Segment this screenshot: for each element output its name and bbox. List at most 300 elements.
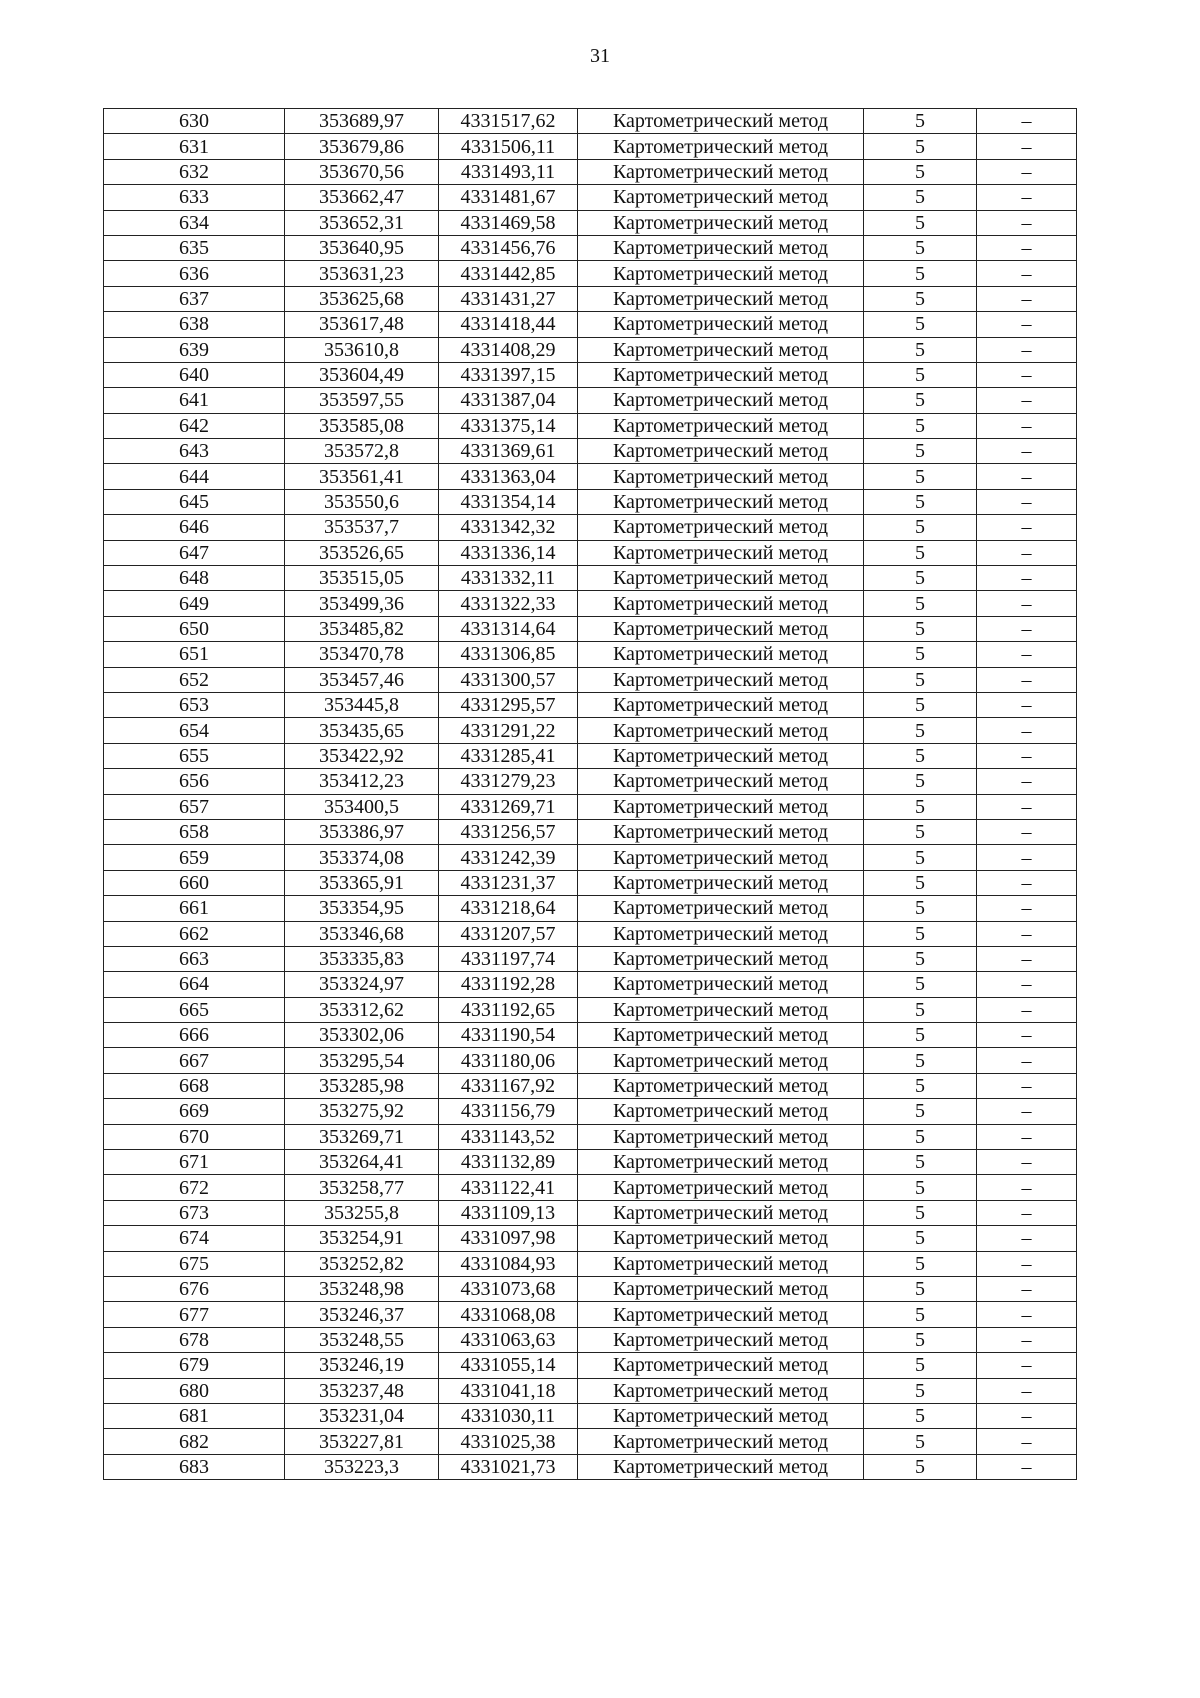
- x-coordinate-cell: 353679,86: [285, 134, 439, 159]
- description-cell: –: [977, 235, 1077, 260]
- y-coordinate-cell: 4331269,71: [439, 794, 578, 819]
- accuracy-cell: 5: [864, 1200, 977, 1225]
- description-cell: –: [977, 566, 1077, 591]
- method-cell: Картометрический метод: [578, 1454, 864, 1479]
- description-cell: –: [977, 921, 1077, 946]
- accuracy-cell: 5: [864, 286, 977, 311]
- table-row: [104, 997, 1077, 1022]
- description-cell: –: [977, 1175, 1077, 1200]
- y-coordinate-cell: 4331481,67: [439, 185, 578, 210]
- y-coordinate-cell: 4331469,58: [439, 210, 578, 235]
- description-cell: –: [977, 718, 1077, 743]
- point-number-cell: 683: [104, 1454, 285, 1479]
- description-cell: –: [977, 1150, 1077, 1175]
- table-row: [104, 591, 1077, 616]
- x-coordinate-cell: 353670,56: [285, 159, 439, 184]
- y-coordinate-cell: 4331256,57: [439, 819, 578, 844]
- description-cell: –: [977, 185, 1077, 210]
- page-number: 31: [590, 45, 610, 67]
- point-number-cell: 664: [104, 972, 285, 997]
- y-coordinate-cell: 4331363,04: [439, 464, 578, 489]
- y-coordinate-cell: 4331295,57: [439, 692, 578, 717]
- table-row: [104, 1150, 1077, 1175]
- accuracy-cell: 5: [864, 1302, 977, 1327]
- method-cell: Картометрический метод: [578, 235, 864, 260]
- x-coordinate-cell: 353561,41: [285, 464, 439, 489]
- accuracy-cell: 5: [864, 642, 977, 667]
- method-cell: Картометрический метод: [578, 489, 864, 514]
- point-number-cell: 642: [104, 413, 285, 438]
- point-number-cell: 667: [104, 1048, 285, 1073]
- accuracy-cell: 5: [864, 312, 977, 337]
- point-number-cell: 661: [104, 896, 285, 921]
- accuracy-cell: 5: [864, 235, 977, 260]
- accuracy-cell: 5: [864, 896, 977, 921]
- point-number-cell: 632: [104, 159, 285, 184]
- method-cell: Картометрический метод: [578, 692, 864, 717]
- x-coordinate-cell: 353631,23: [285, 261, 439, 286]
- description-cell: –: [977, 464, 1077, 489]
- x-coordinate-cell: 353537,7: [285, 515, 439, 540]
- description-cell: –: [977, 616, 1077, 641]
- method-cell: Картометрический метод: [578, 362, 864, 387]
- description-cell: –: [977, 109, 1077, 134]
- table-row: [104, 743, 1077, 768]
- method-cell: Картометрический метод: [578, 1124, 864, 1149]
- y-coordinate-cell: 4331300,57: [439, 667, 578, 692]
- description-cell: –: [977, 743, 1077, 768]
- accuracy-cell: 5: [864, 692, 977, 717]
- x-coordinate-cell: 353246,19: [285, 1353, 439, 1378]
- method-cell: Картометрический метод: [578, 1276, 864, 1301]
- table-row: [104, 515, 1077, 540]
- description-cell: –: [977, 1302, 1077, 1327]
- method-cell: Картометрический метод: [578, 870, 864, 895]
- method-cell: Картометрический метод: [578, 337, 864, 362]
- accuracy-cell: 5: [864, 540, 977, 565]
- method-cell: Картометрический метод: [578, 515, 864, 540]
- point-number-cell: 676: [104, 1276, 285, 1301]
- x-coordinate-cell: 353597,55: [285, 388, 439, 413]
- method-cell: Картометрический метод: [578, 1403, 864, 1428]
- point-number-cell: 662: [104, 921, 285, 946]
- table-row: [104, 1251, 1077, 1276]
- description-cell: –: [977, 134, 1077, 159]
- x-coordinate-cell: 353237,48: [285, 1378, 439, 1403]
- point-number-cell: 635: [104, 235, 285, 260]
- x-coordinate-cell: 353617,48: [285, 312, 439, 337]
- point-number-cell: 634: [104, 210, 285, 235]
- method-cell: Картометрический метод: [578, 642, 864, 667]
- x-coordinate-cell: 353335,83: [285, 946, 439, 971]
- accuracy-cell: 5: [864, 1251, 977, 1276]
- x-coordinate-cell: 353604,49: [285, 362, 439, 387]
- accuracy-cell: 5: [864, 1175, 977, 1200]
- method-cell: Картометрический метод: [578, 1200, 864, 1225]
- description-cell: –: [977, 896, 1077, 921]
- y-coordinate-cell: 4331291,22: [439, 718, 578, 743]
- point-number-cell: 654: [104, 718, 285, 743]
- method-cell: Картометрический метод: [578, 1073, 864, 1098]
- accuracy-cell: 5: [864, 1073, 977, 1098]
- x-coordinate-cell: 353652,31: [285, 210, 439, 235]
- accuracy-cell: 5: [864, 185, 977, 210]
- method-cell: Картометрический метод: [578, 1226, 864, 1251]
- description-cell: –: [977, 388, 1077, 413]
- x-coordinate-cell: 353295,54: [285, 1048, 439, 1073]
- description-cell: –: [977, 1403, 1077, 1428]
- y-coordinate-cell: 4331332,11: [439, 566, 578, 591]
- accuracy-cell: 5: [864, 667, 977, 692]
- table-row: [104, 261, 1077, 286]
- method-cell: Картометрический метод: [578, 896, 864, 921]
- x-coordinate-cell: 353499,36: [285, 591, 439, 616]
- coordinates-table-body: [104, 109, 1077, 1480]
- table-row: [104, 642, 1077, 667]
- table-row: [104, 312, 1077, 337]
- description-cell: –: [977, 1327, 1077, 1352]
- y-coordinate-cell: 4331369,61: [439, 439, 578, 464]
- accuracy-cell: 5: [864, 134, 977, 159]
- point-number-cell: 650: [104, 616, 285, 641]
- method-cell: Картометрический метод: [578, 312, 864, 337]
- y-coordinate-cell: 4331336,14: [439, 540, 578, 565]
- accuracy-cell: 5: [864, 489, 977, 514]
- y-coordinate-cell: 4331197,74: [439, 946, 578, 971]
- table-row: [104, 185, 1077, 210]
- x-coordinate-cell: 353285,98: [285, 1073, 439, 1098]
- accuracy-cell: 5: [864, 743, 977, 768]
- x-coordinate-cell: 353386,97: [285, 819, 439, 844]
- point-number-cell: 638: [104, 312, 285, 337]
- description-cell: –: [977, 337, 1077, 362]
- x-coordinate-cell: 353227,81: [285, 1429, 439, 1454]
- method-cell: Картометрический метод: [578, 769, 864, 794]
- table-row: [104, 972, 1077, 997]
- x-coordinate-cell: 353354,95: [285, 896, 439, 921]
- accuracy-cell: 5: [864, 591, 977, 616]
- accuracy-cell: 5: [864, 362, 977, 387]
- description-cell: –: [977, 870, 1077, 895]
- x-coordinate-cell: 353515,05: [285, 566, 439, 591]
- accuracy-cell: 5: [864, 1378, 977, 1403]
- y-coordinate-cell: 4331143,52: [439, 1124, 578, 1149]
- x-coordinate-cell: 353248,98: [285, 1276, 439, 1301]
- y-coordinate-cell: 4331025,38: [439, 1429, 578, 1454]
- accuracy-cell: 5: [864, 1429, 977, 1454]
- method-cell: Картометрический метод: [578, 1353, 864, 1378]
- table-row: [104, 921, 1077, 946]
- accuracy-cell: 5: [864, 210, 977, 235]
- method-cell: Картометрический метод: [578, 819, 864, 844]
- accuracy-cell: 5: [864, 1353, 977, 1378]
- accuracy-cell: 5: [864, 769, 977, 794]
- table-row: [104, 337, 1077, 362]
- x-coordinate-cell: 353374,08: [285, 845, 439, 870]
- coordinates-table: [103, 108, 1077, 1480]
- method-cell: Картометрический метод: [578, 185, 864, 210]
- point-number-cell: 674: [104, 1226, 285, 1251]
- x-coordinate-cell: 353365,91: [285, 870, 439, 895]
- y-coordinate-cell: 4331055,14: [439, 1353, 578, 1378]
- x-coordinate-cell: 353400,5: [285, 794, 439, 819]
- method-cell: Картометрический метод: [578, 540, 864, 565]
- accuracy-cell: 5: [864, 997, 977, 1022]
- point-number-cell: 637: [104, 286, 285, 311]
- point-number-cell: 648: [104, 566, 285, 591]
- method-cell: Картометрический метод: [578, 261, 864, 286]
- point-number-cell: 631: [104, 134, 285, 159]
- method-cell: Картометрический метод: [578, 159, 864, 184]
- accuracy-cell: 5: [864, 972, 977, 997]
- accuracy-cell: 5: [864, 413, 977, 438]
- method-cell: Картометрический метод: [578, 1150, 864, 1175]
- method-cell: Картометрический метод: [578, 1175, 864, 1200]
- point-number-cell: 675: [104, 1251, 285, 1276]
- description-cell: –: [977, 794, 1077, 819]
- accuracy-cell: 5: [864, 845, 977, 870]
- method-cell: Картометрический метод: [578, 439, 864, 464]
- description-cell: –: [977, 540, 1077, 565]
- description-cell: –: [977, 1048, 1077, 1073]
- accuracy-cell: 5: [864, 819, 977, 844]
- accuracy-cell: 5: [864, 1023, 977, 1048]
- y-coordinate-cell: 4331354,14: [439, 489, 578, 514]
- method-cell: Картометрический метод: [578, 997, 864, 1022]
- table-row: [104, 109, 1077, 134]
- table-row: [104, 1175, 1077, 1200]
- point-number-cell: 643: [104, 439, 285, 464]
- y-coordinate-cell: 4331418,44: [439, 312, 578, 337]
- y-coordinate-cell: 4331314,64: [439, 616, 578, 641]
- y-coordinate-cell: 4331431,27: [439, 286, 578, 311]
- table-row: [104, 616, 1077, 641]
- x-coordinate-cell: 353312,62: [285, 997, 439, 1022]
- table-row: [104, 1048, 1077, 1073]
- x-coordinate-cell: 353457,46: [285, 667, 439, 692]
- x-coordinate-cell: 353302,06: [285, 1023, 439, 1048]
- accuracy-cell: 5: [864, 794, 977, 819]
- description-cell: –: [977, 819, 1077, 844]
- accuracy-cell: 5: [864, 109, 977, 134]
- y-coordinate-cell: 4331132,89: [439, 1150, 578, 1175]
- x-coordinate-cell: 353412,23: [285, 769, 439, 794]
- y-coordinate-cell: 4331122,41: [439, 1175, 578, 1200]
- accuracy-cell: 5: [864, 616, 977, 641]
- table-row: [104, 439, 1077, 464]
- method-cell: Картометрический метод: [578, 972, 864, 997]
- accuracy-cell: 5: [864, 1226, 977, 1251]
- method-cell: Картометрический метод: [578, 1378, 864, 1403]
- x-coordinate-cell: 353470,78: [285, 642, 439, 667]
- method-cell: Картометрический метод: [578, 718, 864, 743]
- table-row: [104, 413, 1077, 438]
- x-coordinate-cell: 353223,3: [285, 1454, 439, 1479]
- x-coordinate-cell: 353269,71: [285, 1124, 439, 1149]
- y-coordinate-cell: 4331397,15: [439, 362, 578, 387]
- point-number-cell: 659: [104, 845, 285, 870]
- table-row: [104, 1226, 1077, 1251]
- point-number-cell: 630: [104, 109, 285, 134]
- method-cell: Картометрический метод: [578, 1429, 864, 1454]
- method-cell: Картометрический метод: [578, 743, 864, 768]
- y-coordinate-cell: 4331387,04: [439, 388, 578, 413]
- method-cell: Картометрический метод: [578, 413, 864, 438]
- accuracy-cell: 5: [864, 1150, 977, 1175]
- x-coordinate-cell: 353610,8: [285, 337, 439, 362]
- description-cell: –: [977, 362, 1077, 387]
- y-coordinate-cell: 4331218,64: [439, 896, 578, 921]
- point-number-cell: 669: [104, 1099, 285, 1124]
- description-cell: –: [977, 1251, 1077, 1276]
- accuracy-cell: 5: [864, 515, 977, 540]
- table-row: [104, 896, 1077, 921]
- table-row: [104, 1099, 1077, 1124]
- x-coordinate-cell: 353252,82: [285, 1251, 439, 1276]
- accuracy-cell: 5: [864, 388, 977, 413]
- table-row: [104, 134, 1077, 159]
- point-number-cell: 646: [104, 515, 285, 540]
- table-row: [104, 1023, 1077, 1048]
- description-cell: –: [977, 1023, 1077, 1048]
- description-cell: –: [977, 1226, 1077, 1251]
- point-number-cell: 655: [104, 743, 285, 768]
- description-cell: –: [977, 286, 1077, 311]
- table-row: [104, 692, 1077, 717]
- point-number-cell: 639: [104, 337, 285, 362]
- method-cell: Картометрический метод: [578, 591, 864, 616]
- description-cell: –: [977, 439, 1077, 464]
- table-row: [104, 946, 1077, 971]
- description-cell: –: [977, 1378, 1077, 1403]
- description-cell: –: [977, 946, 1077, 971]
- y-coordinate-cell: 4331285,41: [439, 743, 578, 768]
- description-cell: –: [977, 769, 1077, 794]
- table-row: [104, 1124, 1077, 1149]
- y-coordinate-cell: 4331306,85: [439, 642, 578, 667]
- point-number-cell: 672: [104, 1175, 285, 1200]
- table-row: [104, 210, 1077, 235]
- method-cell: Картометрический метод: [578, 1048, 864, 1073]
- x-coordinate-cell: 353231,04: [285, 1403, 439, 1428]
- x-coordinate-cell: 353422,92: [285, 743, 439, 768]
- description-cell: –: [977, 692, 1077, 717]
- accuracy-cell: 5: [864, 1099, 977, 1124]
- table-row: [104, 388, 1077, 413]
- description-cell: –: [977, 845, 1077, 870]
- point-number-cell: 671: [104, 1150, 285, 1175]
- table-row: [104, 794, 1077, 819]
- accuracy-cell: 5: [864, 1327, 977, 1352]
- method-cell: Картометрический метод: [578, 667, 864, 692]
- y-coordinate-cell: 4331493,11: [439, 159, 578, 184]
- method-cell: Картометрический метод: [578, 286, 864, 311]
- y-coordinate-cell: 4331242,39: [439, 845, 578, 870]
- method-cell: Картометрический метод: [578, 1327, 864, 1352]
- accuracy-cell: 5: [864, 921, 977, 946]
- method-cell: Картометрический метод: [578, 845, 864, 870]
- point-number-cell: 652: [104, 667, 285, 692]
- description-cell: –: [977, 210, 1077, 235]
- table-row: [104, 1403, 1077, 1428]
- y-coordinate-cell: 4331068,08: [439, 1302, 578, 1327]
- y-coordinate-cell: 4331097,98: [439, 1226, 578, 1251]
- x-coordinate-cell: 353625,68: [285, 286, 439, 311]
- y-coordinate-cell: 4331456,76: [439, 235, 578, 260]
- accuracy-cell: 5: [864, 1124, 977, 1149]
- method-cell: Картометрический метод: [578, 1251, 864, 1276]
- point-number-cell: 681: [104, 1403, 285, 1428]
- x-coordinate-cell: 353248,55: [285, 1327, 439, 1352]
- description-cell: –: [977, 997, 1077, 1022]
- accuracy-cell: 5: [864, 1403, 977, 1428]
- accuracy-cell: 5: [864, 337, 977, 362]
- description-cell: –: [977, 1200, 1077, 1225]
- description-cell: –: [977, 591, 1077, 616]
- x-coordinate-cell: 353255,8: [285, 1200, 439, 1225]
- point-number-cell: 641: [104, 388, 285, 413]
- y-coordinate-cell: 4331408,29: [439, 337, 578, 362]
- accuracy-cell: 5: [864, 1276, 977, 1301]
- y-coordinate-cell: 4331190,54: [439, 1023, 578, 1048]
- method-cell: Картометрический метод: [578, 1099, 864, 1124]
- description-cell: –: [977, 261, 1077, 286]
- point-number-cell: 647: [104, 540, 285, 565]
- y-coordinate-cell: 4331063,63: [439, 1327, 578, 1352]
- accuracy-cell: 5: [864, 464, 977, 489]
- accuracy-cell: 5: [864, 439, 977, 464]
- table-row: [104, 667, 1077, 692]
- table-row: [104, 1429, 1077, 1454]
- table-row: [104, 845, 1077, 870]
- description-cell: –: [977, 1429, 1077, 1454]
- table-row: [104, 159, 1077, 184]
- table-row: [104, 718, 1077, 743]
- table-row: [104, 286, 1077, 311]
- point-number-cell: 651: [104, 642, 285, 667]
- method-cell: Картометрический метод: [578, 794, 864, 819]
- method-cell: Картометрический метод: [578, 946, 864, 971]
- x-coordinate-cell: 353346,68: [285, 921, 439, 946]
- y-coordinate-cell: 4331030,11: [439, 1403, 578, 1428]
- description-cell: –: [977, 667, 1077, 692]
- description-cell: –: [977, 1073, 1077, 1098]
- y-coordinate-cell: 4331192,28: [439, 972, 578, 997]
- point-number-cell: 680: [104, 1378, 285, 1403]
- y-coordinate-cell: 4331506,11: [439, 134, 578, 159]
- accuracy-cell: 5: [864, 870, 977, 895]
- y-coordinate-cell: 4331192,65: [439, 997, 578, 1022]
- description-cell: –: [977, 489, 1077, 514]
- x-coordinate-cell: 353445,8: [285, 692, 439, 717]
- method-cell: Картометрический метод: [578, 464, 864, 489]
- description-cell: –: [977, 413, 1077, 438]
- accuracy-cell: 5: [864, 159, 977, 184]
- table-row: [104, 540, 1077, 565]
- point-number-cell: 665: [104, 997, 285, 1022]
- point-number-cell: 678: [104, 1327, 285, 1352]
- point-number-cell: 663: [104, 946, 285, 971]
- table-row: [104, 1302, 1077, 1327]
- x-coordinate-cell: 353526,65: [285, 540, 439, 565]
- point-number-cell: 644: [104, 464, 285, 489]
- table-row: [104, 819, 1077, 844]
- point-number-cell: 668: [104, 1073, 285, 1098]
- y-coordinate-cell: 4331073,68: [439, 1276, 578, 1301]
- accuracy-cell: 5: [864, 1048, 977, 1073]
- description-cell: –: [977, 159, 1077, 184]
- x-coordinate-cell: 353689,97: [285, 109, 439, 134]
